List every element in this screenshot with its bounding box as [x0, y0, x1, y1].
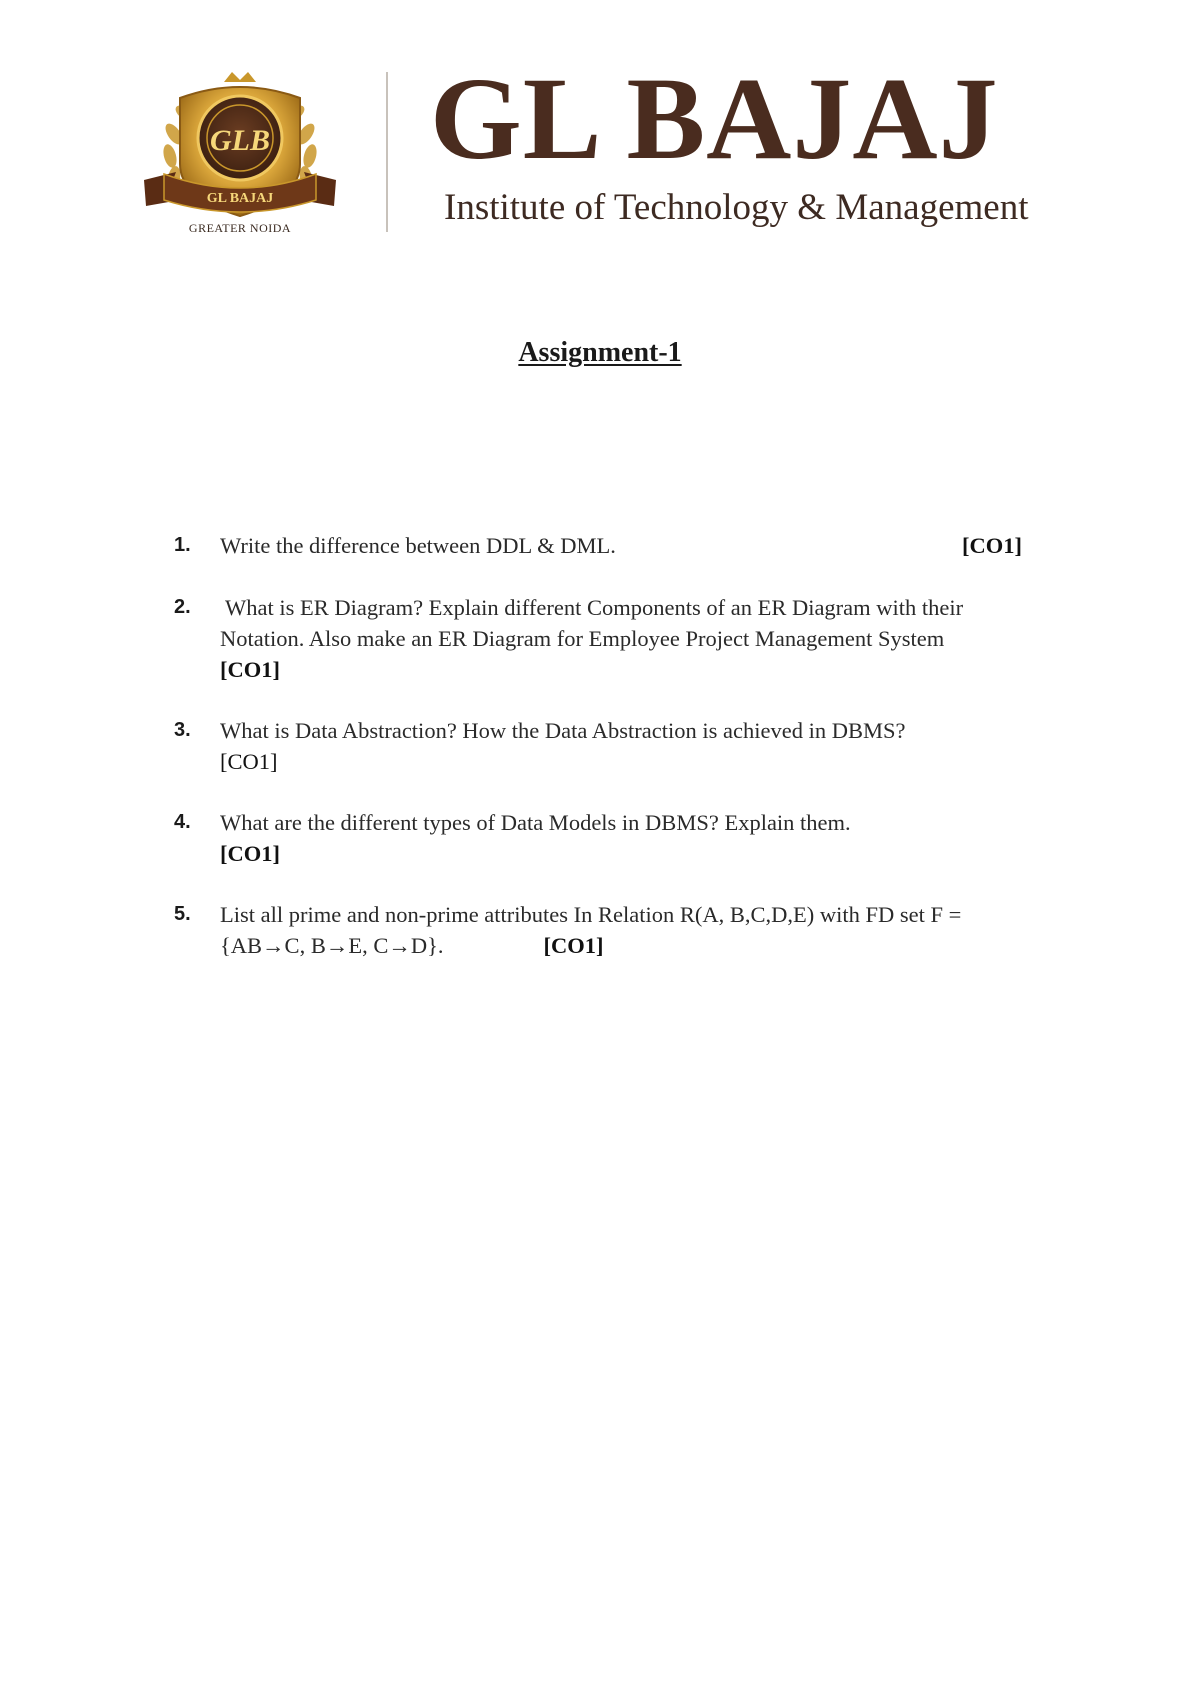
assignment-title: [0, 336, 1200, 370]
header-divider: [386, 72, 388, 232]
question-text: List all prime and non-prime attributes In Relation R(A, B,C,D,E) with FD set F = {AB→C, B→E, C→D}.: [220, 902, 962, 958]
emblem-location-text: GREATER NOIDA: [188, 221, 292, 235]
question-item: [174, 899, 1034, 961]
emblem-ribbon-text: GL BAJAJ: [206, 191, 274, 206]
question-number: 3.: [174, 719, 191, 741]
course-outcome-tag: [CO1]: [543, 933, 604, 958]
question-text: Write the difference between DDL & DML.: [220, 533, 616, 558]
question-number: 1.: [174, 534, 191, 556]
course-outcome-tag: [CO1]: [220, 841, 280, 866]
emblem-monogram: GLB: [210, 124, 270, 157]
institute-header: [140, 53, 1100, 238]
question-number: 5.: [174, 903, 191, 925]
question-text: What are the different types of Data Models in DBMS? Explain them.: [220, 810, 851, 835]
question-number: 4.: [174, 811, 191, 833]
course-outcome-tag: [CO1]: [220, 657, 280, 682]
assignment-title-text: Assignment-1: [518, 337, 682, 368]
institute-tagline: Institute of Technology & Management: [444, 187, 1029, 228]
question-number: 2.: [174, 596, 191, 618]
question-item: [174, 715, 1034, 777]
question-list: [174, 530, 1034, 961]
question-item: [174, 807, 1034, 869]
course-outcome-tag: [CO1]: [962, 533, 1022, 558]
institute-brand-name: GL BAJAJ: [430, 53, 999, 184]
question-text: What is ER Diagram? Explain different Components of an ER Diagram with their Notation. Also make an ER Diagram for Employee Project Management System: [220, 595, 964, 651]
institute-emblem-logo: [140, 68, 340, 238]
question-text: What is Data Abstraction? How the Data Abstraction is achieved in DBMS?: [220, 718, 906, 743]
course-outcome-tag: [CO1]: [220, 749, 278, 774]
question-item: [174, 530, 1034, 561]
question-item: [174, 592, 1034, 685]
